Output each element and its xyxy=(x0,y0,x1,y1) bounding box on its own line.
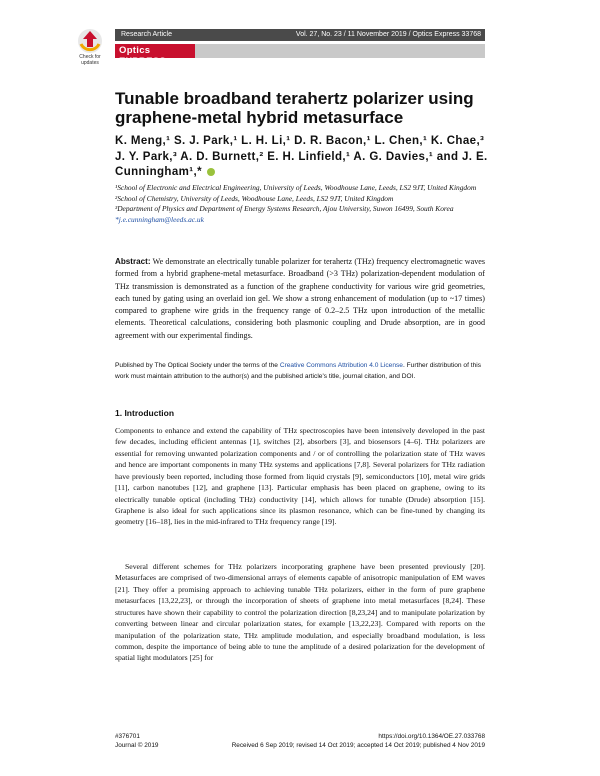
header-bar xyxy=(115,29,485,41)
footer-left xyxy=(115,733,158,750)
affiliations xyxy=(115,183,495,225)
article-type: Research Article xyxy=(121,30,172,38)
check-for-updates-badge[interactable] xyxy=(70,28,110,66)
author-list xyxy=(115,134,495,181)
citation-line: Vol. 27, No. 23 / 11 November 2019 / Optics Express 33768 xyxy=(295,30,481,38)
affiliation-3: ³Department of Physics and Department of Energy Systems Research, Ajou University, Suwon 16499, South Korea xyxy=(115,204,454,213)
journal-name: Optics EXPRESS xyxy=(119,45,166,67)
license-link[interactable]: Creative Commons Attribution 4.0 License xyxy=(279,362,403,369)
affiliation-2: ²School of Chemistry, University of Leeds, Woodhouse Lane, Leeds, LS2 9JT, United Kingdom xyxy=(115,193,394,203)
orcid-icon[interactable] xyxy=(207,168,215,176)
body-paragraph: Components to enhance and extend the capability of THz spectroscopies have been intensively developed in the past few decades, including efficient antennas [1], switches [2], absorbers [3], and biosensors [4–6]. THz polarizers are essential for removing unwanted polarization components and / or of controlling the polarization state of THz waves and hence are important components in many THz systems and applications [7,8]. Several polarizers for THz radiation have previously been reported, including those formed from liquid crystals [9], semiconductors [10], metal wire grids [11], carbon nanotubes [12], and graphene [13]. Particular emphasis has been placed on graphene, owing to its electrically tunable optical (including THz) conductivity [14], which allows for tunable (Drude) absorption [15]. Graphene is also ideal for such applications since its plasmon resonance, which can be fine-tuned by changing its geometry [16–18], lies in the mid-infrared to THz frequency range [19]. xyxy=(115,426,485,527)
journal-band xyxy=(115,44,485,67)
check-for-updates-icon xyxy=(77,28,103,54)
article-title: Tunable broadband terahertz polarizer using graphene-metal hybrid metasurface xyxy=(115,89,474,127)
footer-right xyxy=(182,733,485,750)
section-heading: 1. Introduction xyxy=(115,408,175,418)
abstract-text: We demonstrate an electrically tunable polarizer for terahertz (THz) frequency electromagnetic waves formed from a hybrid graphene-metal metasurface. Broadband (>3 THz) polarization-dependent modulation of THz transmission is demonstrated as a function of the graphene conductivity for various wire grid geometries, each tuned by gating using an overlaid ion gel. We show a strong enhancement of modulation (up to ~17 times) compared to graphene wire grids in the frequency range of 0.2–2.5 THz upon introduction of the metallic elements. Theoretical calculations, considering both plasmonic coupling and Drude absorption, are in good agreement with our experimental findings. xyxy=(115,257,485,340)
badge-label: Check for updates xyxy=(79,54,101,66)
journal-year: Journal © 2019 xyxy=(115,741,159,749)
corresponding-email[interactable]: *j.e.cunningham@leeds.ac.uk xyxy=(115,214,204,224)
license-after: . Further distribution of this work must maintain attribution to the author(s) and the published article's title, journal citation, and DOI. xyxy=(115,362,482,380)
abstract xyxy=(115,256,485,342)
article-number: #376701 xyxy=(115,733,140,740)
abstract-label: Abstract: xyxy=(115,257,151,266)
license-notice xyxy=(115,360,485,382)
authors-text: K. Meng,¹ S. J. Park,¹ L. H. Li,¹ D. R. Bacon,¹ L. Chen,¹ K. Chae,³ J. Y. Park,³ A. D. Burnett,² E. H. Linfield,¹ A. G. Davies,¹ and J. E. Cunningham¹,* xyxy=(115,135,488,178)
doi-link[interactable]: https://doi.org/10.1364/OE.27.033768 xyxy=(378,733,485,740)
publication-dates: Received 6 Sep 2019; revised 14 Oct 2019; accepted 14 Oct 2019; published 4 Nov 2019 xyxy=(231,741,485,749)
affiliation-1: ¹School of Electronic and Electrical Engineering, University of Leeds, Woodhouse Lane, Leeds, LS2 9JT, United Kingdom xyxy=(115,183,477,192)
license-before: Published by The Optical Society under the terms of the xyxy=(115,362,280,369)
body-paragraph: Several different schemes for THz polarizers incorporating graphene have been presented previously [20]. Metasurfaces are comprised of two-dimensional arrays of elements capable of anisotropic manipulation of EM waves [21]. They offer a promising approach to achieving tunable THz polarizers, either in the form of pure graphene metasurfaces [13,22,23], or through the incorporation of sheets of graphene into metal metasurfaces [8,24]. These structures have shown their capability to control the polarization direction [8,23,24] and to manipulate polarization by converting between linear and circular polarization states, for example [13,22,23]. Compared with reports on the manipulation of the polarization state, THz amplitude modulation, and especially broadband modulation, is less common, despite the importance of being able to tune the amplitude of a desired polarization for the development of spatial light modulators [25] for xyxy=(115,562,485,663)
